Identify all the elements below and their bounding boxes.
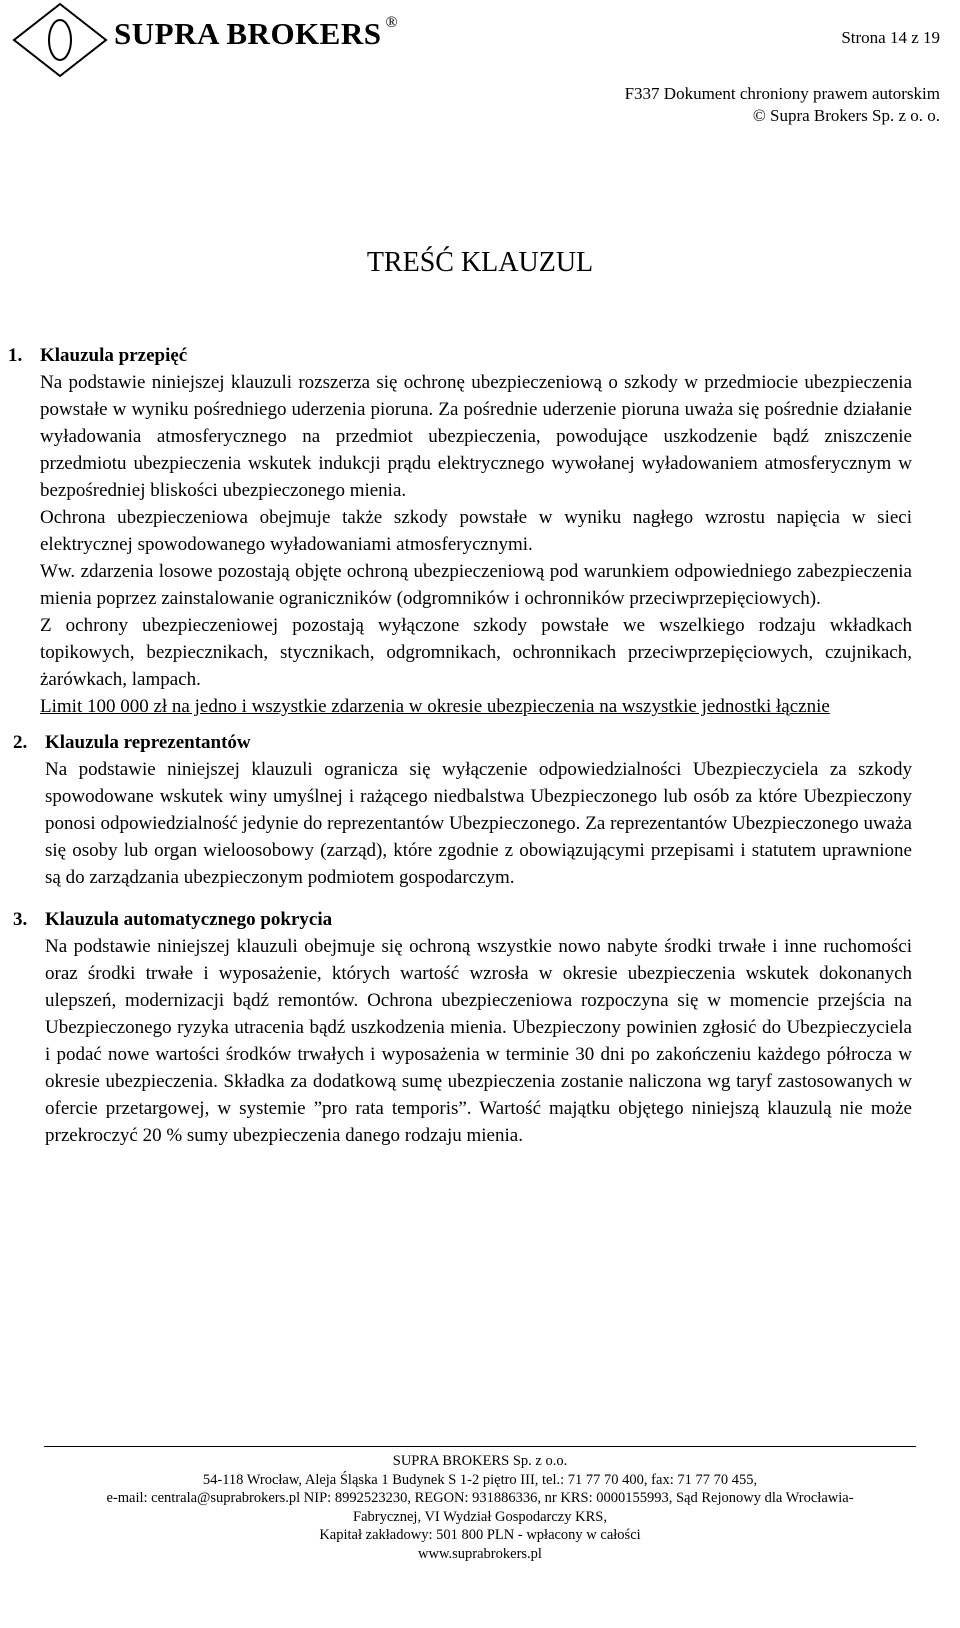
clause-paragraph: Ochrona ubezpieczeniowa obejmuje także szkody powstałe w wyniku nagłego wzrostu napięcia w sieci elektrycznej spowodowanego wyładowaniami atmosferycznymi. [40, 507, 912, 555]
clause-paragraph: Na podstawie niniejszej klauzuli rozszerza się ochronę ubezpieczeniową o szkody w przedmiocie ubezpieczenia powstałe w wyniku pośredniego uderzenia pioruna. Za pośrednie uderzenie pioruna uważa się pośrednie działanie wyładowania atmosferycznego na przedmiot ubezpieczenia, powodujące uszkodzenie bądź zniszczenie przedmiotu ubezpieczenia wskutek indukcji prądu elektrycznego wywołanej wyładowaniem atmosferycznym w bezpośredniej bliskości ubezpieczonego mienia. [40, 372, 912, 501]
clause-paragraph: Ww. zdarzenia losowe pozostają objęte ochroną ubezpieczeniową pod warunkiem odpowiedniego zabezpieczenia mienia poprzez zainstalowanie ograniczników (odgromników i ochronników przeciwprzepięciowych). [40, 561, 912, 609]
footer-website-link[interactable]: www.suprabrokers.pl [418, 1545, 542, 1562]
clause-heading [13, 906, 912, 933]
footer-court: Fabrycznej, VI Wydział Gospodarczy KRS, [353, 1508, 607, 1525]
page-footer [0, 1452, 960, 1563]
footer-address: 54-118 Wrocław, Aleja Śląska 1 Budynek S 1-2 piętro III, tel.: 71 77 70 400, fax: 71 77 70 455, [202, 1471, 758, 1488]
clause-2 [13, 729, 912, 891]
clause-title: Klauzula automatycznego pokrycia [45, 909, 333, 930]
clause-number: 1. [8, 345, 23, 366]
clause-1 [8, 342, 912, 720]
footer-registration: e-mail: centrala@suprabrokers.pl NIP: 8992523230, REGON: 931886336, nr KRS: 0000155993, Sąd Rejonowy dla Wrocławia- [106, 1490, 854, 1506]
footer-divider [44, 1446, 916, 1447]
page-number: Strona 14 z 19 [841, 28, 940, 47]
clause-limit: Limit 100 000 zł na jedno i wszystkie zdarzenia w okresie ubezpieczenia na wszystkie jednostki łącznie [40, 696, 830, 717]
clause-paragraph: Na podstawie niniejszej klauzuli obejmuje się ochroną wszystkie nowo nabyte środki trwałe i inne ruchomości oraz środki trwałe i wyposażenie, których wartość wzrosła w okresie ubezpieczenia wskutek dokonanych ulepszeń, modernizacji bądź remontów. Ochrona ubezpieczeniowa rozpoczyna się w momencie przejścia na Ubezpieczonego ryzyka utracenia bądź uszkodzenia mienia. Ubezpieczony powinien zgłosić do Ubezpieczyciela i podać nowe wartości środków trwałych i wyposażenia w terminie 30 dni po zakończeniu każdego półrocza w okresie ubezpieczenia. Składka za dodatkową sumę ubezpieczenia zostanie naliczona wg taryf zastosowanych w ofercie przetargowej, w systemie ”pro rata temporis”. Wartość majątku objętego niniejszą klauzulą nie może przekroczyć 20 % sumy ubezpieczenia danego rodzaju mienia. [45, 936, 912, 1146]
clause-number: 3. [13, 909, 28, 930]
clause-title: Klauzula przepięć [40, 345, 188, 366]
clause-heading [8, 342, 912, 369]
logo-text: SUPRA BROKERS [114, 16, 382, 51]
logo-emblem-icon [10, 2, 110, 78]
clause-heading [13, 729, 912, 756]
registered-mark: ® [385, 14, 399, 31]
footer-company: SUPRA BROKERS Sp. z o.o. [392, 1453, 568, 1469]
page-title: TREŚĆ KLAUZUL [366, 247, 594, 278]
clause-title: Klauzula reprezentantów [45, 732, 251, 753]
copyright-owner: © Supra Brokers Sp. z o. o. [752, 106, 940, 125]
logo-wordmark [114, 16, 398, 52]
copyright-notice: F337 Dokument chroniony prawem autorskim [624, 84, 940, 103]
clause-paragraph: Z ochrony ubezpieczeniowej pozostają wyłączone szkody powstałe we wszelkiego rodzaju wkładkach topikowych, bezpiecznikach, stycznikach, odgromnikach, ochronnikach przeciwprzepięciowych, czujnikach, żarówkach, lampach. [40, 615, 912, 690]
clause-list [8, 342, 912, 1149]
company-logo [10, 2, 430, 74]
clause-number: 2. [13, 732, 28, 753]
footer-capital: Kapitał zakładowy: 501 800 PLN - wpłacony w całości [319, 1527, 641, 1543]
clause-3 [13, 906, 912, 1149]
clause-paragraph: Na podstawie niniejszej klauzuli ogranicza się wyłączenie odpowiedzialności Ubezpieczyciela za szkody spowodowane wskutek winy umyślnej i rażącego niedbalstwa Ubezpieczonego lub osób za które Ubezpieczony ponosi odpowiedzialność jedynie do reprezentantów Ubezpieczonego. Za reprezentantów Ubezpieczonego uważa się osoby lub organ wieloosobowy (zarząd), które zgodnie z obowiązującymi przepisami i statutem uprawnione są do zarządzania ubezpieczonym podmiotem gospodarczym. [45, 759, 912, 888]
